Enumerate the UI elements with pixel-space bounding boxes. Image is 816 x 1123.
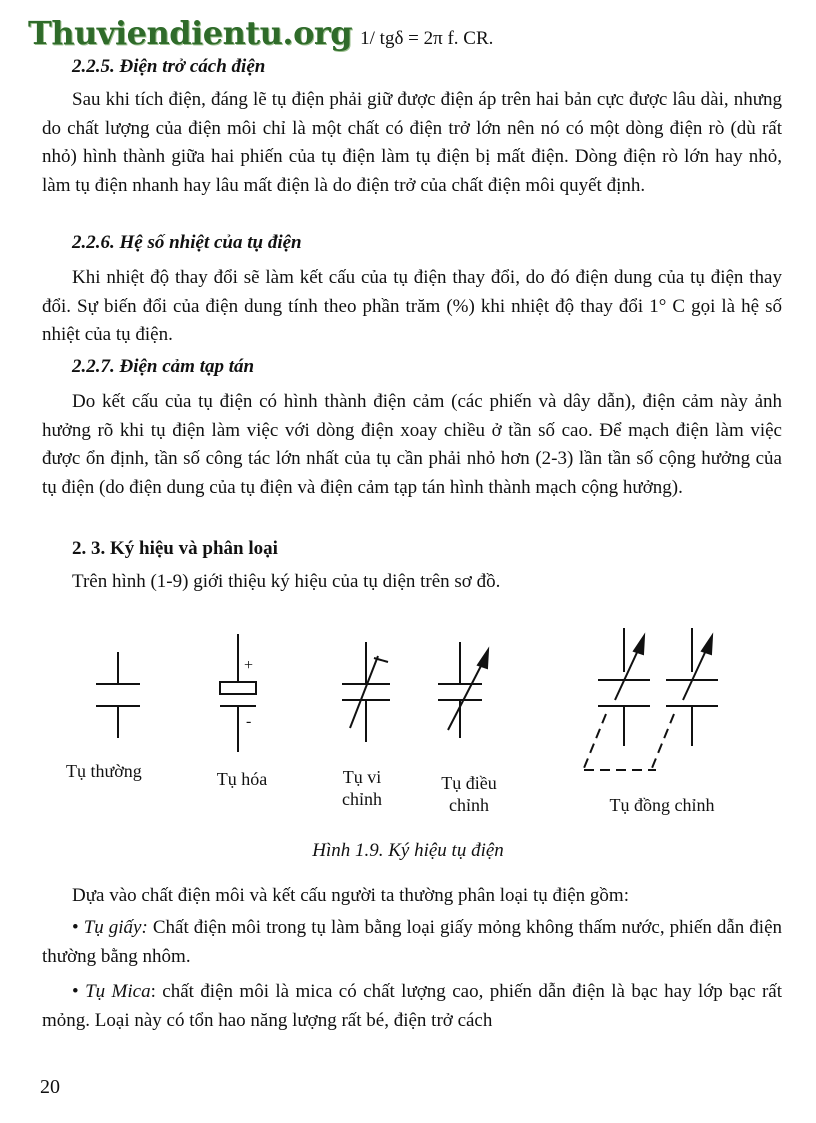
section-title-2-2-6: 2.2.6. Hệ số nhiệt của tụ điện	[72, 232, 302, 253]
site-logo: Thuviendientu.org	[28, 14, 353, 52]
label-regular-capacitor: Tụ thường	[66, 761, 142, 781]
bullet-item-paper	[42, 914, 782, 971]
bullet-term: Tụ giấy:	[83, 917, 148, 938]
section-text-2-2-5: Sau khi tích điện, đáng lẽ tụ điện phải giữ được điện áp trên hai bản cực được lâu dài, nhưng do chất lượng của điện môi chỉ là một chất có điện trở lớn nên nó có một dòng điện rò (dù rất nhỏ) hình thành giữa hai phiến của tụ điện làm tụ điện bị mất điện. Dòng điện rò lớn hay nhỏ, làm tụ điện nhanh hay lâu mất điện là do điện trở của chất điện môi quyết định.	[42, 89, 782, 197]
label-electrolytic-capacitor: Tụ hóa	[216, 769, 268, 789]
capacitor-ganged-symbol	[584, 628, 718, 770]
header-formula: 1/ tgδ = 2π f. CR.	[360, 28, 494, 49]
section-title-2-2-5: 2.2.5. Điện trở cách điện	[72, 56, 266, 77]
bullet-dot: •	[72, 981, 86, 1002]
section-text-2-2-6: Khi nhiệt độ thay đổi sẽ làm kết cấu của tụ điện thay đổi, do đó điện dung của tụ điện thay đổi. Sự biến đổi của điện dung tính theo phần trăm (%) khi nhiệt độ thay đổi 1° C gọi là hệ số nhiệt của tụ điện.	[42, 267, 782, 346]
page-header	[28, 14, 493, 54]
page-number: 20	[40, 1076, 60, 1098]
capacitor-regular-symbol	[96, 652, 140, 738]
capacitor-trimmer-symbol	[342, 642, 390, 742]
section-title-2-3: 2. 3. Ký hiệu và phân loại	[72, 538, 278, 559]
figure-caption: Hình 1.9. Ký hiệu tụ điện	[312, 840, 504, 861]
label-variable-capacitor: Tụ điều chỉnh	[441, 773, 497, 815]
section-text-2-2-7: Do kết cấu của tụ điện có hình thành điện cảm (các phiến và dây dẫn), điện cảm này ảnh hưởng rõ khi tụ điện làm việc với dòng điện xoay chiều ở tần số cao. Để mạch điện làm việc được ổn định, tần số công tác lớn nhất của tụ cần phải nhỏ hơn (2-3) lần tần số cộng hưởng của tụ điện (do điện dung của tụ điện và điện cảm tạp tán hình thành mạch cộng hưởng).	[42, 391, 782, 499]
bullet-text: Chất điện môi trong tụ làm bằng loại giấy mỏng không thấm nước, phiến dẫn điện thường bằng nhôm.	[42, 917, 783, 967]
label-trimmer-capacitor: Tụ vi chỉnh	[342, 767, 382, 809]
label-ganged-capacitor: Tụ đồng chỉnh	[609, 795, 715, 815]
plus-sign: +	[244, 657, 254, 674]
bullet-dot: •	[72, 917, 84, 938]
section-title-2-2-7: 2.2.7. Điện cảm tạp tán	[72, 356, 255, 377]
minus-sign: -	[246, 713, 252, 730]
capacitor-symbols-figure	[0, 620, 816, 820]
bullet-term: Tụ Mica	[85, 981, 151, 1002]
classification-intro: Dựa vào chất điện môi và kết cấu người ta thường phân loại tụ điện gồm:	[72, 885, 629, 906]
bullet-text: : chất điện môi là mica có chất lượng cao, phiến dẫn điện là bạc hay lớp bạc rất mỏng. Loại này có tổn hao năng lượng rất bé, điện trở cách	[42, 981, 783, 1031]
capacitor-electrolytic-symbol	[220, 634, 256, 752]
section-text-2-3: Trên hình (1-9) giới thiệu ký hiệu của tụ diện trên sơ đồ.	[72, 571, 501, 592]
capacitor-variable-symbol	[438, 642, 488, 738]
bullet-item-mica	[42, 978, 782, 1035]
